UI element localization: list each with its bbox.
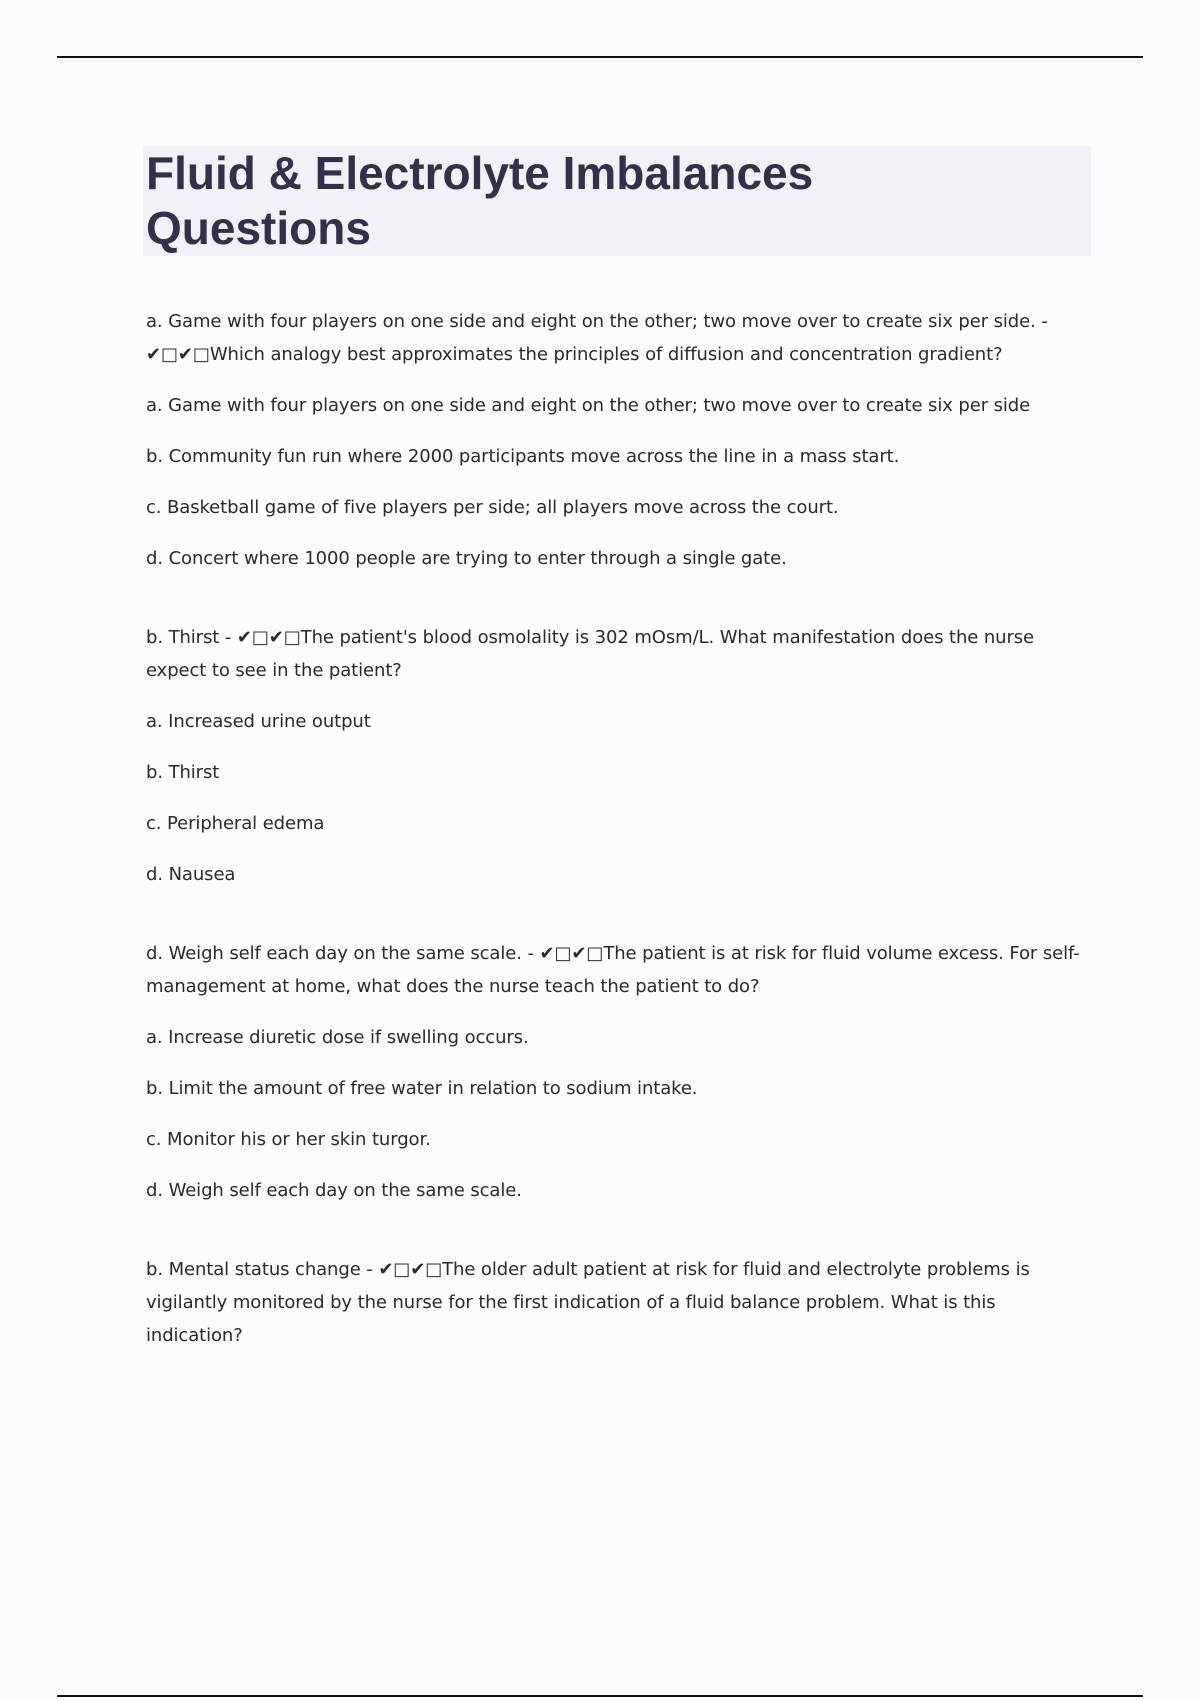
option-a: a. Game with four players on one side and eight on the other; two move over to create six per side bbox=[146, 395, 1031, 416]
check-icon: ✔ bbox=[268, 627, 284, 648]
question-line: d. Weigh self each day on the same scale. - ✔□✔□The patient is at risk for fluid volume excess. For self-management at home, what does the nurse teach the patient to do? bbox=[146, 943, 1080, 997]
question-block-1 bbox=[146, 305, 1086, 575]
option-b: b. Community fun run where 2000 participants move across the line in a mass start. bbox=[146, 446, 900, 467]
bottom-rule bbox=[57, 1695, 1143, 1697]
question-text: The patient is at risk for fluid volume excess. For self-management at home, what does the nurse teach the patient to do? bbox=[146, 943, 1080, 997]
question-block-4 bbox=[146, 1253, 1086, 1352]
answer-text: b. Mental status change bbox=[146, 1259, 361, 1280]
top-rule bbox=[57, 56, 1143, 58]
question-text: The patient's blood osmolality is 302 mOsm/L. What manifestation does the nurse expect to see in the patient? bbox=[146, 627, 1035, 681]
check-icon: ✔ bbox=[378, 1259, 394, 1280]
option-a: a. Increased urine output bbox=[146, 711, 371, 732]
option-d: d. Concert where 1000 people are trying to enter through a single gate. bbox=[146, 548, 787, 569]
check-icon: ✔ bbox=[177, 344, 193, 365]
page-title: Fluid & Electrolyte Imbalances Questions bbox=[146, 147, 814, 254]
option-d: d. Weigh self each day on the same scale. bbox=[146, 1180, 522, 1201]
question-block-3 bbox=[146, 937, 1086, 1207]
answer-text: a. Game with four players on one side and eight on the other; two move over to create six per side. bbox=[146, 311, 1036, 332]
option-c: c. Peripheral edema bbox=[146, 813, 325, 834]
question-line: a. Game with four players on one side and eight on the other; two move over to create six per side. - ✔□✔□Which analogy best approximates the principles of diffusion and concentration gradient? bbox=[146, 311, 1048, 365]
question-line: b. Thirst - ✔□✔□The patient's blood osmolality is 302 mOsm/L. What manifestation does the nurse expect to see in the patient? bbox=[146, 627, 1035, 681]
option-a: a. Increase diuretic dose if swelling occurs. bbox=[146, 1027, 529, 1048]
question-text: Which analogy best approximates the principles of diffusion and concentration gradient? bbox=[209, 344, 1003, 365]
question-block-2 bbox=[146, 621, 1086, 891]
option-c: c. Monitor his or her skin turgor. bbox=[146, 1129, 431, 1150]
answer-text: b. Thirst bbox=[146, 627, 220, 648]
check-icon: ✔ bbox=[236, 627, 252, 648]
check-icon: ✔ bbox=[539, 943, 555, 964]
option-b: b. Limit the amount of free water in relation to sodium intake. bbox=[146, 1078, 698, 1099]
question-text: The older adult patient at risk for fluid and electrolyte problems is vigilantly monitored by the nurse for the first indication of a fluid balance problem. What is this indication? bbox=[146, 1259, 1030, 1346]
check-icon: ✔ bbox=[146, 344, 161, 365]
option-c: c. Basketball game of five players per side; all players move across the court. bbox=[146, 497, 839, 518]
check-icon: ✔ bbox=[571, 943, 587, 964]
question-list bbox=[146, 305, 1086, 1398]
check-icon: ✔ bbox=[410, 1259, 426, 1280]
answer-text: d. Weigh self each day on the same scale. bbox=[146, 943, 522, 964]
question-line: b. Mental status change - ✔□✔□The older adult patient at risk for fluid and electrolyte problems is vigilantly monitored by the nurse for the first indication of a fluid balance problem. What is this indication? bbox=[146, 1259, 1030, 1346]
option-b: b. Thirst bbox=[146, 762, 220, 783]
option-d: d. Nausea bbox=[146, 864, 236, 885]
